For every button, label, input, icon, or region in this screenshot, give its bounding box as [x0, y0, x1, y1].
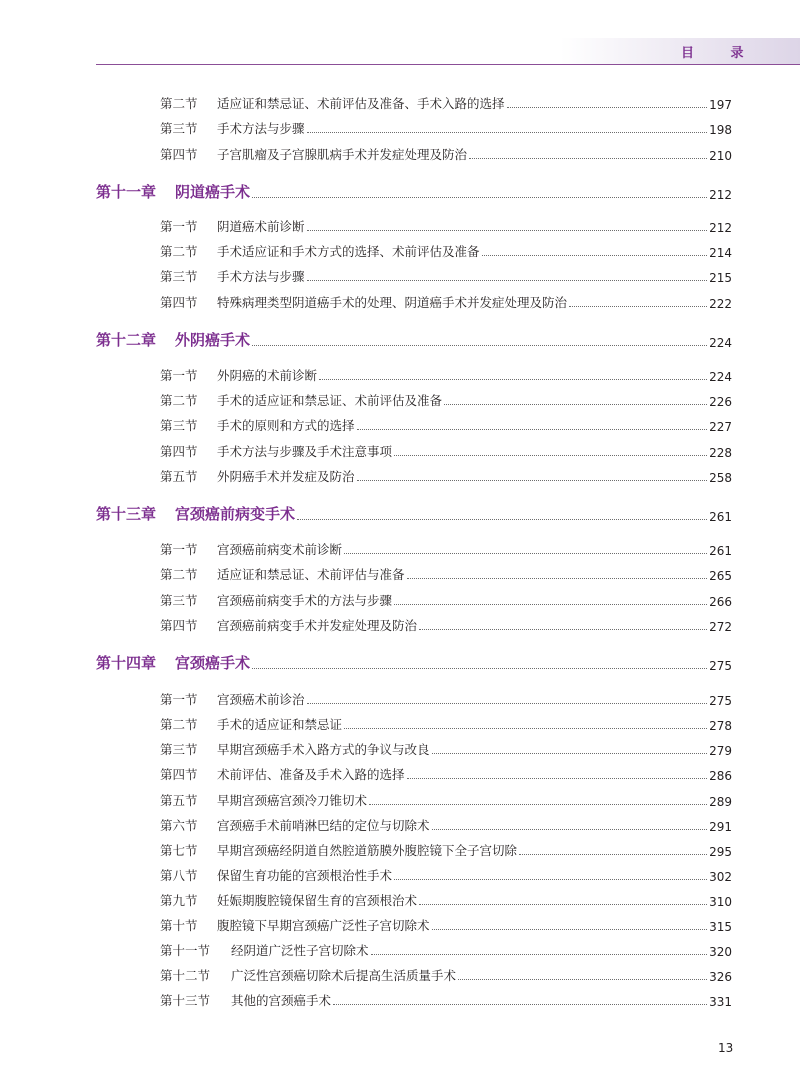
toc-section-entry[interactable]	[0, 563, 800, 583]
dot-leader	[394, 879, 707, 880]
section-number: 第三节	[160, 269, 198, 284]
section-title: 子宫肌瘤及子宫腺肌病手术并发症处理及防治	[217, 147, 468, 162]
page-reference: 258	[709, 471, 732, 485]
dot-leader	[357, 480, 708, 481]
section-title: 阴道癌术前诊断	[217, 219, 305, 234]
page-reference: 210	[709, 149, 732, 163]
page-reference: 215	[709, 271, 732, 285]
dot-leader	[482, 255, 708, 256]
toc-section-entry[interactable]	[0, 939, 800, 959]
dot-leader	[507, 107, 708, 108]
dot-leader	[432, 753, 708, 754]
toc-section-entry[interactable]	[0, 839, 800, 859]
section-title: 外阴癌的术前诊断	[217, 368, 318, 383]
section-title: 手术方法与步骤	[217, 121, 305, 136]
section-title: 其他的宫颈癌手术	[231, 993, 332, 1008]
toc-section-entry[interactable]	[0, 713, 800, 733]
chapter-title: 宫颈癌前病变手术	[175, 505, 296, 523]
dot-leader	[252, 668, 707, 669]
toc-section-entry[interactable]	[0, 414, 800, 434]
toc-section-entry[interactable]	[0, 440, 800, 460]
section-title: 手术适应证和手术方式的选择、术前评估及准备	[217, 244, 480, 259]
dot-leader	[307, 280, 708, 281]
section-number: 第二节	[160, 96, 198, 111]
toc-section-entry[interactable]	[0, 738, 800, 758]
section-number: 第十节	[160, 918, 198, 933]
page-reference: 291	[709, 820, 732, 834]
dot-leader	[419, 904, 707, 905]
section-title: 妊娠期腹腔镜保留生育的宫颈根治术	[217, 893, 418, 908]
chapter-number: 第十二章	[96, 331, 157, 349]
dot-leader	[458, 979, 707, 980]
dot-leader	[469, 158, 707, 159]
toc-section-entry[interactable]	[0, 265, 800, 285]
section-number: 第五节	[160, 469, 198, 484]
page-reference: 197	[709, 98, 732, 112]
page-reference: 261	[709, 544, 732, 558]
page-reference: 227	[709, 420, 732, 434]
toc-section-entry[interactable]	[0, 589, 800, 609]
section-number: 第三节	[160, 418, 198, 433]
section-number: 第四节	[160, 444, 198, 459]
toc-section-entry[interactable]	[0, 889, 800, 909]
toc-section-entry[interactable]	[0, 538, 800, 558]
section-number: 第二节	[160, 244, 198, 259]
toc-section-entry[interactable]	[0, 240, 800, 260]
page-reference: 315	[709, 920, 732, 934]
section-title: 早期宫颈癌经阴道自然腔道筋膜外腹腔镜下全子宫切除	[217, 843, 518, 858]
toc-chapter-entry[interactable]	[0, 180, 800, 202]
page-reference: 214	[709, 246, 732, 260]
section-title: 保留生育功能的宫颈根治性手术	[217, 868, 393, 883]
dot-leader	[252, 197, 707, 198]
section-title: 手术方法与步骤	[217, 269, 305, 284]
page-reference: 279	[709, 744, 732, 758]
toc-section-entry[interactable]	[0, 291, 800, 311]
dot-leader	[357, 429, 708, 430]
dot-leader	[394, 604, 707, 605]
chapter-title: 阴道癌手术	[175, 183, 251, 201]
section-title: 手术方法与步骤及手术注意事项	[217, 444, 393, 459]
page-reference: 295	[709, 845, 732, 859]
dot-leader	[519, 854, 707, 855]
section-number: 第三节	[160, 742, 198, 757]
dot-leader	[407, 578, 708, 579]
chapter-title: 外阴癌手术	[175, 331, 251, 349]
section-number: 第四节	[160, 295, 198, 310]
section-number: 第三节	[160, 121, 198, 136]
section-number: 第十二节	[160, 968, 211, 983]
section-title: 手术的适应证和禁忌证	[217, 717, 343, 732]
section-number: 第三节	[160, 593, 198, 608]
dot-leader	[394, 455, 707, 456]
section-title: 广泛性宫颈癌切除术后提高生活质量手术	[231, 968, 457, 983]
page-reference: 224	[709, 370, 732, 384]
page-reference: 289	[709, 795, 732, 809]
page-reference: 310	[709, 895, 732, 909]
page-reference: 266	[709, 595, 732, 609]
page-reference: 320	[709, 945, 732, 959]
header-band	[560, 38, 800, 64]
dot-leader	[371, 954, 708, 955]
page-reference: 278	[709, 719, 732, 733]
dot-leader	[307, 703, 708, 704]
section-number: 第二节	[160, 393, 198, 408]
page-reference: 224	[709, 336, 732, 350]
page-reference: 198	[709, 123, 732, 137]
toc-section-entry[interactable]	[0, 614, 800, 634]
page-number: 13	[718, 1041, 734, 1055]
page-reference: 228	[709, 446, 732, 460]
toc-section-entry[interactable]	[0, 364, 800, 384]
dot-leader	[432, 829, 708, 830]
section-number: 第一节	[160, 542, 198, 557]
section-title: 手术的适应证和禁忌证、术前评估及准备	[217, 393, 443, 408]
section-number: 第七节	[160, 843, 198, 858]
section-number: 第二节	[160, 567, 198, 582]
dot-leader	[419, 629, 707, 630]
section-number: 第一节	[160, 368, 198, 383]
dot-leader	[432, 929, 708, 930]
section-title: 外阴癌手术并发症及防治	[217, 469, 355, 484]
page-reference: 302	[709, 870, 732, 884]
dot-leader	[252, 345, 707, 346]
section-title: 适应证和禁忌证、术前评估与准备	[217, 567, 405, 582]
dot-leader	[344, 728, 707, 729]
toc-chapter-entry[interactable]	[0, 328, 800, 350]
section-title: 宫颈癌前病变术前诊断	[217, 542, 343, 557]
section-number: 第一节	[160, 219, 198, 234]
toc-section-entry[interactable]	[0, 763, 800, 783]
toc-section-entry[interactable]	[0, 143, 800, 163]
toc-section-entry[interactable]	[0, 864, 800, 884]
section-number: 第十一节	[160, 943, 211, 958]
header-title: 目 录	[681, 46, 760, 61]
toc-section-entry[interactable]	[0, 964, 800, 984]
toc-section-entry[interactable]	[0, 389, 800, 409]
section-title: 经阴道广泛性子宫切除术	[231, 943, 369, 958]
dot-leader	[344, 553, 707, 554]
dot-leader	[297, 519, 707, 520]
dot-leader	[569, 306, 707, 307]
toc-section-entry[interactable]	[0, 117, 800, 137]
page-reference: 212	[709, 188, 732, 202]
dot-leader	[444, 404, 707, 405]
page-reference: 212	[709, 221, 732, 235]
toc-section-entry[interactable]	[0, 215, 800, 235]
chapter-title: 宫颈癌手术	[175, 654, 251, 672]
toc-section-entry[interactable]	[0, 814, 800, 834]
dot-leader	[319, 379, 707, 380]
page-reference: 331	[709, 995, 732, 1009]
section-number: 第六节	[160, 818, 198, 833]
section-number: 第四节	[160, 618, 198, 633]
section-title: 宫颈癌术前诊治	[217, 692, 305, 707]
dot-leader	[307, 132, 708, 133]
page-reference: 275	[709, 694, 732, 708]
section-title: 手术的原则和方式的选择	[217, 418, 355, 433]
section-title: 宫颈癌前病变手术并发症处理及防治	[217, 618, 418, 633]
section-number: 第十三节	[160, 993, 211, 1008]
header-rule	[96, 64, 800, 65]
section-title: 术前评估、准备及手术入路的选择	[217, 767, 405, 782]
page-reference: 265	[709, 569, 732, 583]
dot-leader	[333, 1004, 707, 1005]
toc-section-entry[interactable]	[0, 914, 800, 934]
section-number: 第九节	[160, 893, 198, 908]
page-reference: 326	[709, 970, 732, 984]
section-number: 第四节	[160, 147, 198, 162]
dot-leader	[307, 230, 708, 231]
page-reference: 275	[709, 659, 732, 673]
page-reference: 286	[709, 769, 732, 783]
toc-section-entry[interactable]	[0, 92, 800, 112]
toc-chapter-entry[interactable]	[0, 651, 800, 673]
section-title: 适应证和禁忌证、术前评估及准备、手术入路的选择	[217, 96, 505, 111]
dot-leader	[407, 778, 708, 779]
section-number: 第一节	[160, 692, 198, 707]
page-reference: 272	[709, 620, 732, 634]
section-title: 宫颈癌前病变手术的方法与步骤	[217, 593, 393, 608]
toc-section-entry[interactable]	[0, 989, 800, 1009]
section-title: 腹腔镜下早期宫颈癌广泛性子宫切除术	[217, 918, 430, 933]
page-reference: 261	[709, 510, 732, 524]
section-title: 早期宫颈癌手术入路方式的争议与改良	[217, 742, 430, 757]
dot-leader	[369, 804, 707, 805]
section-title: 宫颈癌手术前哨淋巴结的定位与切除术	[217, 818, 430, 833]
toc-chapter-entry[interactable]	[0, 502, 800, 524]
section-number: 第八节	[160, 868, 198, 883]
toc-section-entry[interactable]	[0, 789, 800, 809]
section-title: 早期宫颈癌宫颈冷刀锥切术	[217, 793, 368, 808]
section-number: 第四节	[160, 767, 198, 782]
page-reference: 222	[709, 297, 732, 311]
section-number: 第二节	[160, 717, 198, 732]
chapter-number: 第十四章	[96, 654, 157, 672]
chapter-number: 第十三章	[96, 505, 157, 523]
section-title: 特殊病理类型阴道癌手术的处理、阴道癌手术并发症处理及防治	[217, 295, 568, 310]
toc-section-entry[interactable]	[0, 688, 800, 708]
chapter-number: 第十一章	[96, 183, 157, 201]
page-reference: 226	[709, 395, 732, 409]
toc-section-entry[interactable]	[0, 465, 800, 485]
section-number: 第五节	[160, 793, 198, 808]
